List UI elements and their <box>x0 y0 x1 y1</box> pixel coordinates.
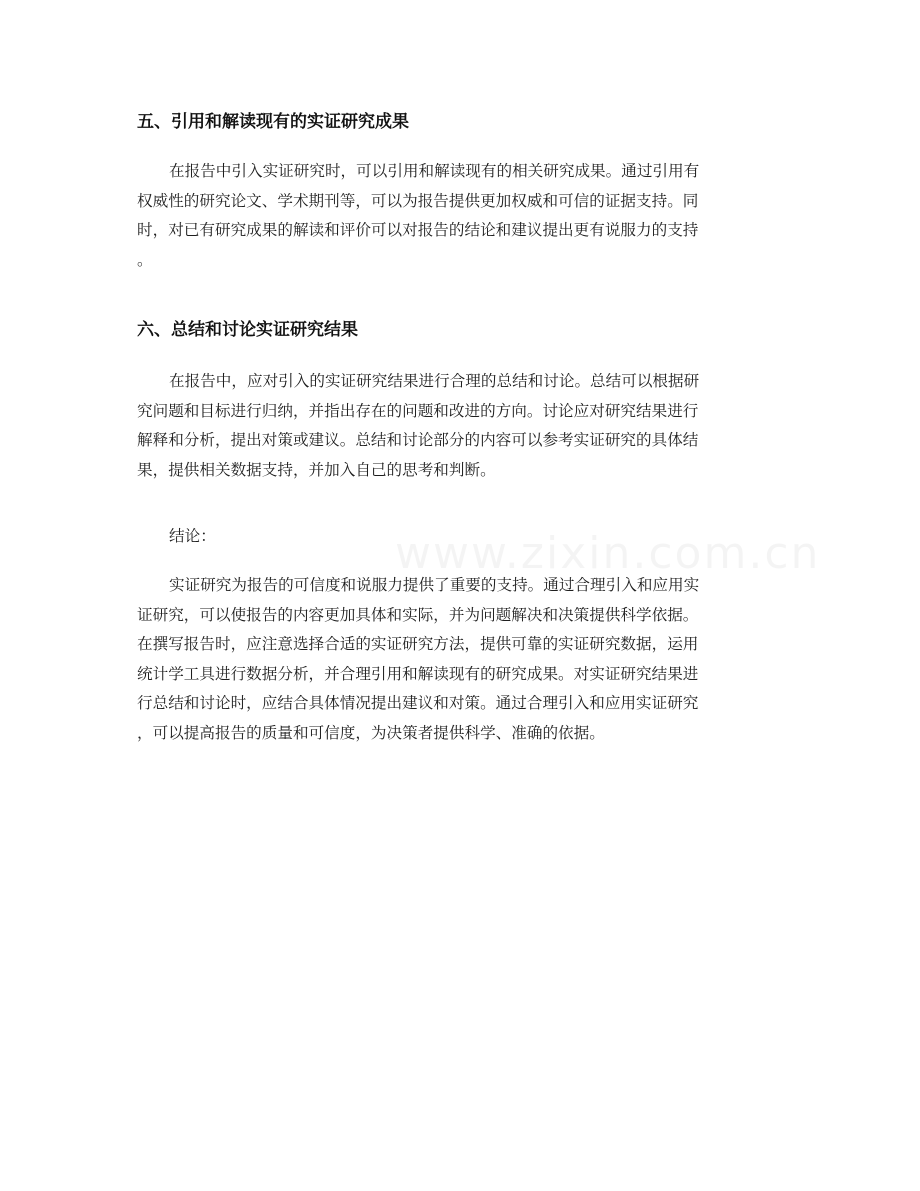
paragraph-line: 。 <box>137 250 153 269</box>
paragraph-line: 解释和分析，提出对策或建议。总结和讨论部分的内容可以参考实证研究的具体结 <box>137 431 699 449</box>
paragraph-line: 统计学工具进行数据分析，并合理引用和解读现有的研究成果。对实证研究结果进 <box>137 664 699 683</box>
paragraph-line: ，可以提高报告的质量和可信度，为决策者提供科学、准确的依据。 <box>137 723 605 742</box>
section-5-paragraph <box>137 157 787 275</box>
paragraph-line: 究问题和目标进行归纳，并指出存在的问题和改进的方向。讨论应对研究结果进行 <box>137 401 699 420</box>
conclusion-label: 结论： <box>169 527 216 545</box>
paragraph-line: 证研究，可以使报告的内容更加具体和实际，并为问题解决和决策提供科学依据。 <box>137 605 699 624</box>
paragraph-line: 时，对已有研究成果的解读和评价可以对报告的结论和建议提出更有说服力的支持 <box>137 221 699 239</box>
section-6-heading: 六、总结和讨论实证研究结果 <box>137 320 358 340</box>
conclusion-paragraph <box>137 571 787 748</box>
paragraph-line: 行总结和讨论时，应结合具体情况提出建议和对策。通过合理引入和应用实证研究 <box>137 694 699 712</box>
paragraph-line: 果，提供相关数据支持，并加入自己的思考和判断。 <box>137 460 496 479</box>
paragraph-line: 在报告中，应对引入的实证研究结果进行合理的总结和讨论。总结可以根据研 <box>169 372 700 390</box>
paragraph-line: 在撰写报告时，应注意选择合适的实证研究方法，提供可靠的实证研究数据，运用 <box>137 635 699 653</box>
section-6-paragraph <box>137 367 787 485</box>
paragraph-line: 权威性的研究论文、学术期刊等，可以为报告提供更加权威和可信的证据支持。同 <box>137 191 699 210</box>
conclusion-label-block <box>137 522 787 552</box>
section-5-heading: 五、引用和解读现有的实证研究成果 <box>137 112 409 132</box>
paragraph-line: 实证研究为报告的可信度和说服力提供了重要的支持。通过合理引入和应用实 <box>169 576 700 594</box>
paragraph-line: 在报告中引入实证研究时，可以引用和解读现有的相关研究成果。通过引用有 <box>169 162 700 180</box>
